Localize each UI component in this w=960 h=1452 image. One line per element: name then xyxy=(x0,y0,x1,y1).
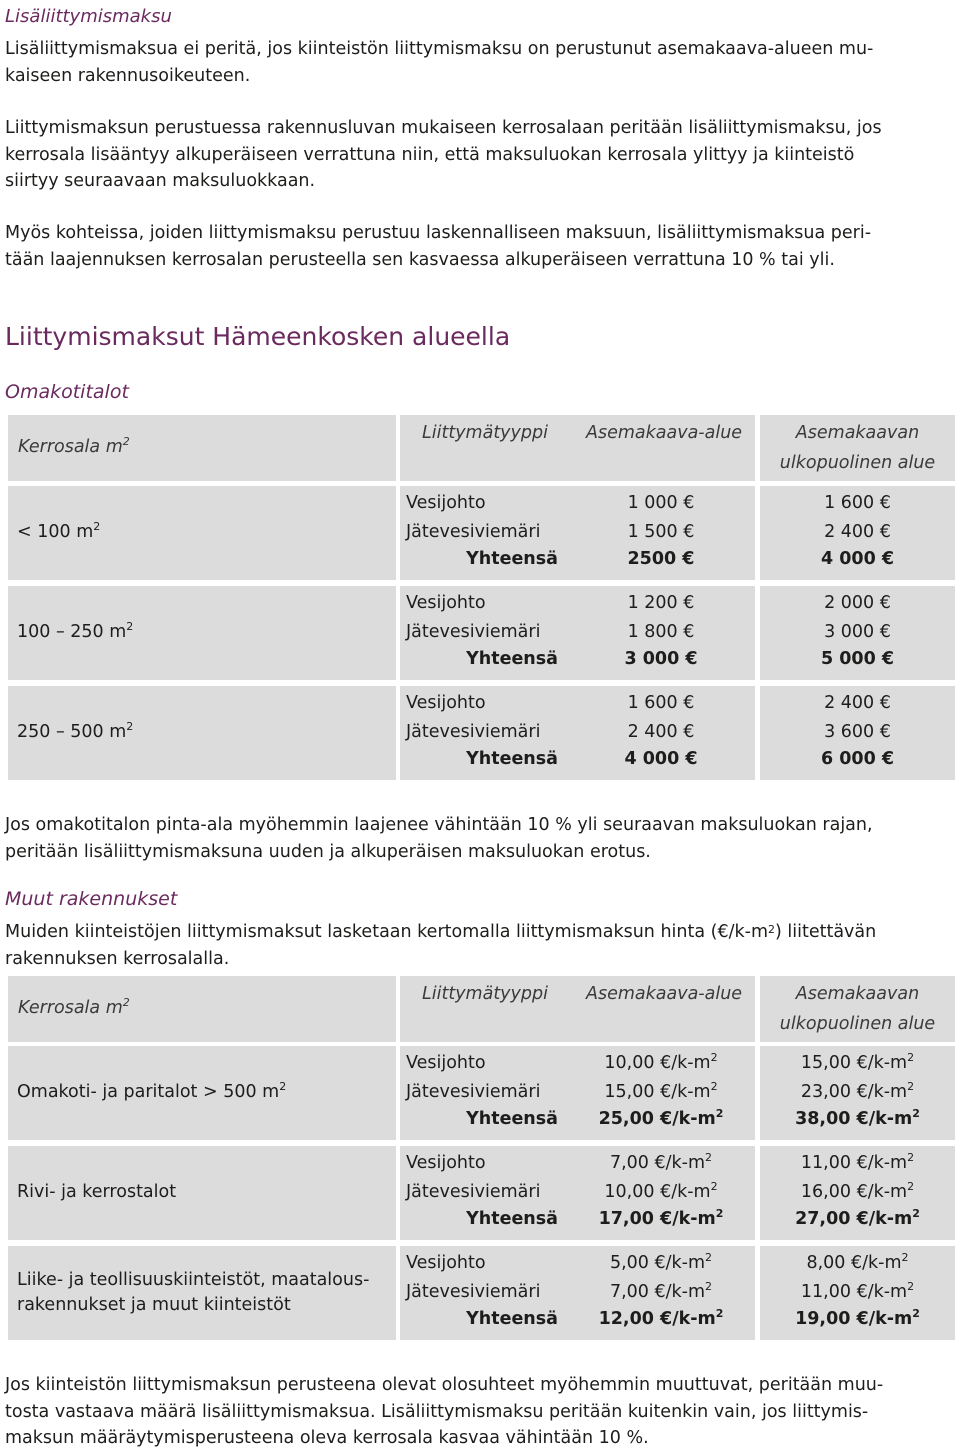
row-area: Omakoti- ja paritalot > 500 $m^2$ xyxy=(17,1080,287,1102)
outside-value: 1 600 € xyxy=(824,493,891,513)
header-type: Liittymätyyppi xyxy=(422,423,548,443)
total-label: Yhteensä xyxy=(466,1109,558,1129)
text-line: maksun määräytymisperusteena oleva kerrosala kasvaa vähintään 10 %. xyxy=(5,1428,649,1448)
outside-value: 23,00 $€/k-m^2$ xyxy=(800,1080,915,1102)
plan-value: 7,00 $€/k-m^2$ xyxy=(609,1151,713,1173)
text-line: kaiseen rakennusoikeuteen. xyxy=(5,65,251,86)
row-area: 250 – 500 $m^2$ xyxy=(17,720,134,742)
table1-header-outside-cell xyxy=(760,415,955,481)
plan-value: 7,00 $€/k-m^2$ xyxy=(609,1280,713,1302)
header-plan: Asemakaava-alue xyxy=(586,984,743,1004)
row-outside xyxy=(760,586,955,680)
plan-value: 1 600 € xyxy=(627,693,695,713)
table1-header-area-cell xyxy=(8,415,396,481)
table2-header-outside-cell xyxy=(760,976,955,1042)
table-row xyxy=(8,486,396,580)
outside-total: 4 000 € xyxy=(820,549,895,569)
table1-note xyxy=(5,812,955,865)
type-label: Jätevesiviemäri xyxy=(406,722,541,742)
outside-total: 27,00 $€/k-m^2$ xyxy=(795,1207,920,1229)
section-title: Liittymismaksut Hämeenkosken alueella xyxy=(5,322,511,351)
type-label: Vesijohto xyxy=(406,493,486,513)
plan-value: 10,00 $€/k-m^2$ xyxy=(604,1051,718,1073)
row-outside xyxy=(760,486,955,580)
plan-total: 2500 € xyxy=(627,549,695,569)
text-line: Muiden kiinteistöjen liittymismaksut lasketaan kertomalla liittymismaksun hinta $(€/k-m^2)$ liitettävän xyxy=(5,922,877,942)
row-outside xyxy=(760,1046,955,1140)
row-area-line1: Liike- ja teollisuuskiinteistöt, maatalous- xyxy=(17,1270,370,1290)
outside-value: 11,00 $€/k-m^2$ xyxy=(800,1280,915,1302)
outside-value: 16,00 $€/k-m^2$ xyxy=(800,1180,915,1202)
row-values xyxy=(400,1246,755,1340)
total-label: Yhteensä xyxy=(466,1209,558,1229)
text-line: Jos kiinteistön liittymismaksun perusteena olevat olosuhteet myöhemmin muuttuvat, peritään muu- xyxy=(5,1375,884,1395)
header-area: Kerrosala $m^2$ xyxy=(18,435,130,457)
plan-value: 1 000 € xyxy=(627,493,695,513)
intro-paragraph-2 xyxy=(5,115,955,195)
text-line: siirtyy seuraavaan maksuluokkaan. xyxy=(5,171,316,191)
type-label: Vesijohto xyxy=(406,1153,486,1173)
plan-total: 4 000 € xyxy=(624,749,698,769)
row-area: 100 – 250 $m^2$ xyxy=(17,620,134,642)
table2-header-area-cell xyxy=(8,976,396,1042)
plan-value: 5,00 $€/k-m^2$ xyxy=(609,1251,713,1273)
intro-paragraph-3 xyxy=(5,220,955,273)
outside-value: 2 400 € xyxy=(824,522,891,542)
row-area-line2: rakennukset ja muut kiinteistöt xyxy=(17,1295,291,1315)
plan-value: 2 400 € xyxy=(627,722,695,742)
table2-note xyxy=(5,1372,955,1452)
outside-value: 8,00 $€/k-m^2$ xyxy=(806,1251,909,1273)
total-label: Yhteensä xyxy=(466,749,558,769)
text-line: peritään lisäliittymismaksuna uuden ja alkuperäisen maksuluokan erotus. xyxy=(5,841,651,862)
row-values xyxy=(400,586,755,680)
text-line: Myös kohteissa, joiden liittymismaksu perustuu laskennalliseen maksuun, lisäliittymismaksua peri- xyxy=(5,223,872,243)
table-row xyxy=(8,686,396,780)
text-line: tosta vastaava määrä lisäliittymismaksua. Lisäliittymismaksu peritään kuitenkin vain, jos liittymis- xyxy=(5,1401,869,1422)
outside-value: 2 000 € xyxy=(824,593,891,613)
table1-title: Omakotitalot xyxy=(5,381,129,403)
total-label: Yhteensä xyxy=(466,549,558,569)
type-label: Vesijohto xyxy=(406,1253,486,1273)
table2-header-mid-cell xyxy=(400,976,755,1042)
plan-value: 1 200 € xyxy=(627,593,695,613)
type-label: Jätevesiviemäri xyxy=(406,1182,541,1202)
header-outside-l1: Asemakaavan xyxy=(795,984,920,1004)
outside-value: 15,00 $€/k-m^2$ xyxy=(800,1051,915,1073)
table2-intro xyxy=(5,919,955,972)
outside-total: 5 000 € xyxy=(820,649,895,669)
outside-value: 11,00 $€/k-m^2$ xyxy=(800,1151,915,1173)
table-row xyxy=(8,1246,396,1340)
text-line: tään laajennuksen kerrosalan perusteella sen kasvaessa alkuperäiseen verrattuna 10 % tai yli. xyxy=(5,249,835,270)
type-label: Vesijohto xyxy=(406,1053,486,1073)
row-values xyxy=(400,1046,755,1140)
text-line: rakennuksen kerrosalalla. xyxy=(5,948,230,969)
type-label: Jätevesiviemäri xyxy=(406,522,541,542)
header-type: Liittymätyyppi xyxy=(422,984,548,1004)
outside-total: 38,00 $€/k-m^2$ xyxy=(795,1107,920,1129)
plan-value: 15,00 $€/k-m^2$ xyxy=(604,1080,718,1102)
row-area: < 100 $m^2$ xyxy=(17,520,101,542)
plan-value: 1 800 € xyxy=(627,622,695,642)
row-outside xyxy=(760,686,955,780)
plan-total: 17,00 $€/k-m^2$ xyxy=(598,1207,724,1229)
type-label: Jätevesiviemäri xyxy=(406,1282,541,1302)
row-outside xyxy=(760,1246,955,1340)
table-row xyxy=(8,1046,396,1140)
total-label: Yhteensä xyxy=(466,649,558,669)
type-label: Jätevesiviemäri xyxy=(406,622,541,642)
table1-header-mid-cell xyxy=(400,415,755,481)
header-plan: Asemakaava-alue xyxy=(586,423,743,443)
type-label: Vesijohto xyxy=(406,593,486,613)
header-outside-l1: Asemakaavan xyxy=(795,423,920,443)
intro-paragraph-1 xyxy=(5,36,955,89)
table-row xyxy=(8,1146,396,1240)
intro-heading: Lisäliittymismaksu xyxy=(5,6,172,27)
header-outside-l2: ulkopuolinen alue xyxy=(779,1014,936,1034)
row-values xyxy=(400,486,755,580)
plan-total: 3 000 € xyxy=(624,649,698,669)
plan-value: 1 500 € xyxy=(627,522,695,542)
row-area: Rivi- ja kerrostalot xyxy=(17,1182,177,1202)
row-values xyxy=(400,686,755,780)
plan-value: 10,00 $€/k-m^2$ xyxy=(604,1180,718,1202)
outside-total: 19,00 $€/k-m^2$ xyxy=(795,1307,920,1329)
outside-value: 2 400 € xyxy=(824,693,891,713)
text-line: Liittymismaksun perustuessa rakennusluvan mukaiseen kerrosalaan peritään lisäliittymismaksu, jos xyxy=(5,118,882,138)
row-values xyxy=(400,1146,755,1240)
plan-total: 25,00 $€/k-m^2$ xyxy=(598,1107,724,1129)
outside-total: 6 000 € xyxy=(820,749,895,769)
type-label: Vesijohto xyxy=(406,693,486,713)
row-outside xyxy=(760,1146,955,1240)
outside-value: 3 000 € xyxy=(824,622,891,642)
text-line: Jos omakotitalon pinta-ala myöhemmin laajenee vähintään 10 % yli seuraavan maksuluokan rajan, xyxy=(5,815,873,835)
table-row xyxy=(8,586,396,680)
plan-total: 12,00 $€/k-m^2$ xyxy=(598,1307,724,1329)
total-label: Yhteensä xyxy=(466,1309,558,1329)
type-label: Jätevesiviemäri xyxy=(406,1082,541,1102)
header-area: Kerrosala $m^2$ xyxy=(18,996,130,1018)
text-line: Lisäliittymismaksua ei peritä, jos kiinteistön liittymismaksu on perustunut asemakaava-alueen mu- xyxy=(5,39,874,59)
table2-title: Muut rakennukset xyxy=(5,888,178,910)
header-outside-l2: ulkopuolinen alue xyxy=(779,453,936,473)
outside-value: 3 600 € xyxy=(824,722,891,742)
text-line: kerrosala lisääntyy alkuperäiseen verrattuna niin, että maksuluokan kerrosala ylittyy ja kiinteistö xyxy=(5,144,855,165)
